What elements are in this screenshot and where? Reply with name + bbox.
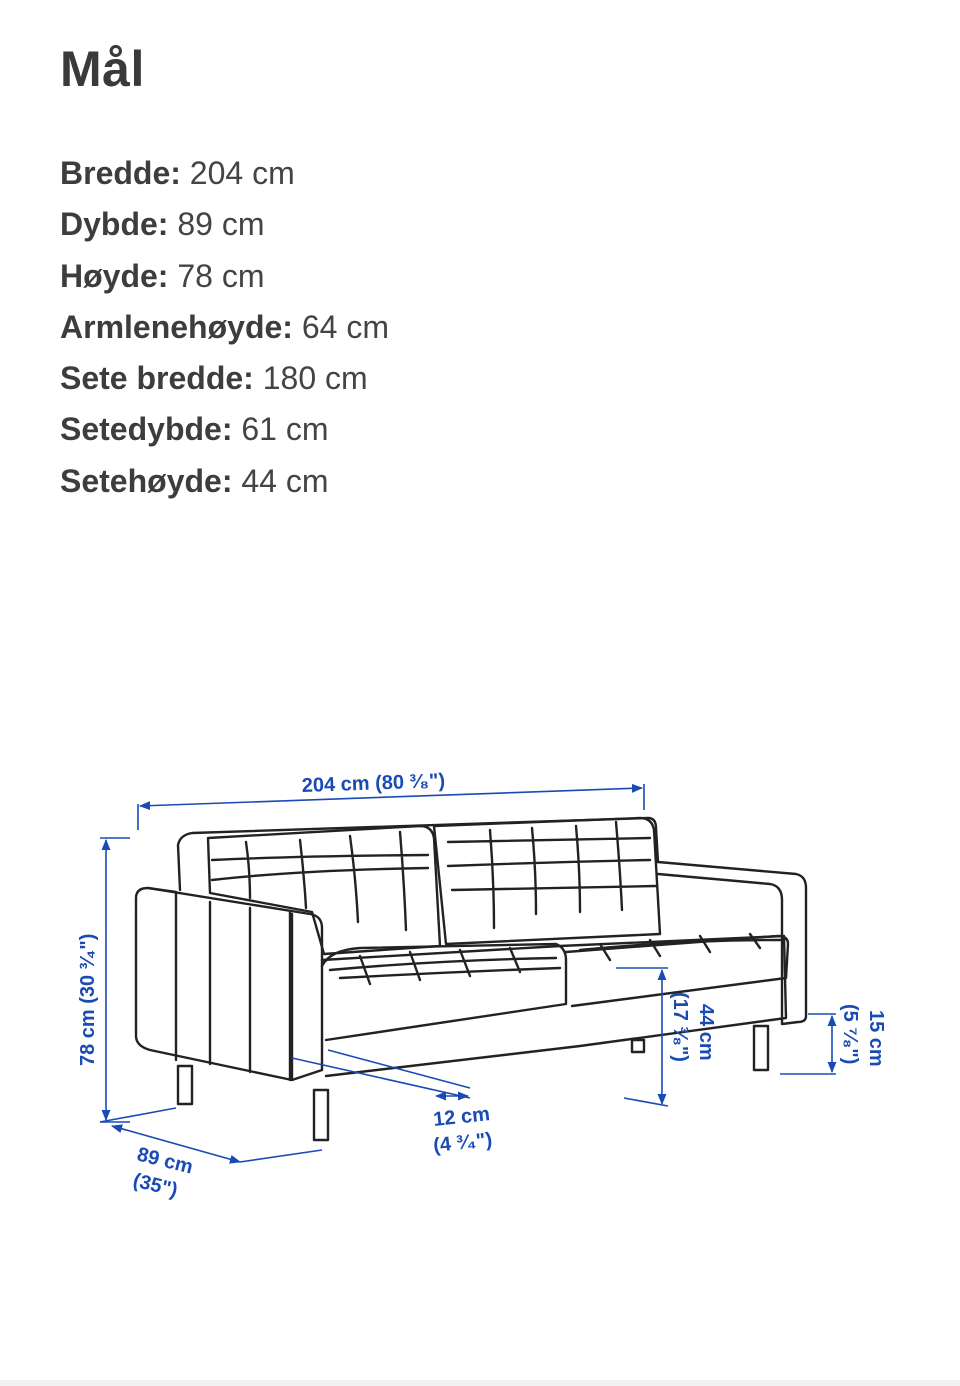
spec-value: 64 cm	[301, 308, 389, 345]
spec-label: Høyde:	[60, 257, 169, 294]
leg-height-label-in: (5 ⁷⁄₈")	[839, 1004, 861, 1065]
spec-row-width	[60, 148, 389, 199]
footer-divider	[0, 1380, 960, 1386]
sofa-dimension-diagram	[0, 720, 960, 1280]
seat-tufting	[330, 934, 780, 984]
spec-row-depth	[60, 199, 389, 250]
spec-value: 180 cm	[262, 360, 368, 397]
spec-label: Dybde:	[60, 206, 169, 243]
leg-front-left	[178, 1066, 192, 1104]
spec-label: Bredde:	[60, 155, 181, 191]
spec-row-seat-width	[60, 353, 389, 404]
spec-label: Armlenehøyde:	[60, 308, 293, 345]
leg-height-label-cm: 15 cm	[865, 1010, 887, 1067]
spec-label: Setedybde:	[60, 411, 233, 448]
left-armrest-top	[148, 888, 176, 1060]
arm-width-label-in: (4 ³⁄₄")	[432, 1128, 494, 1157]
dimension-spec-list	[60, 148, 389, 507]
seat-height-label-cm: 44 cm	[695, 1004, 717, 1061]
spec-value: 44 cm	[241, 462, 329, 499]
leg-back-mid	[632, 1040, 644, 1052]
depth-dimension-label-cm: 89 cm	[134, 1143, 196, 1179]
seat-height-label-in: (17 ³⁄₈")	[669, 992, 691, 1062]
left-armrest	[136, 888, 322, 1080]
spec-value: 204 cm	[189, 155, 295, 191]
sofa-drawing	[136, 818, 806, 1140]
spec-row-seat-depth	[60, 404, 389, 455]
spec-value: 78 cm	[177, 257, 265, 294]
width-dimension-label: 204 cm (80 ³⁄₈")	[301, 770, 446, 797]
spec-row-armrest-height	[60, 302, 389, 353]
spec-label: Sete bredde:	[60, 360, 254, 397]
depth-dimension-label-in: (35")	[130, 1169, 180, 1202]
spec-value: 89 cm	[177, 206, 265, 243]
spec-row-seat-height	[60, 456, 389, 507]
arm-width-label-cm: 12 cm	[432, 1103, 491, 1131]
spec-row-height	[60, 251, 389, 302]
leg-front-mid	[314, 1090, 328, 1140]
spec-value: 61 cm	[241, 411, 329, 448]
page-title: Mål	[60, 41, 145, 97]
left-armrest-panels	[210, 902, 290, 1080]
back-cushion-right	[434, 818, 660, 944]
height-dimension-label: 78 cm (30 ³⁄₄")	[77, 933, 99, 1066]
spec-label: Setehøyde:	[60, 462, 233, 499]
leg-back-right	[754, 1026, 768, 1070]
